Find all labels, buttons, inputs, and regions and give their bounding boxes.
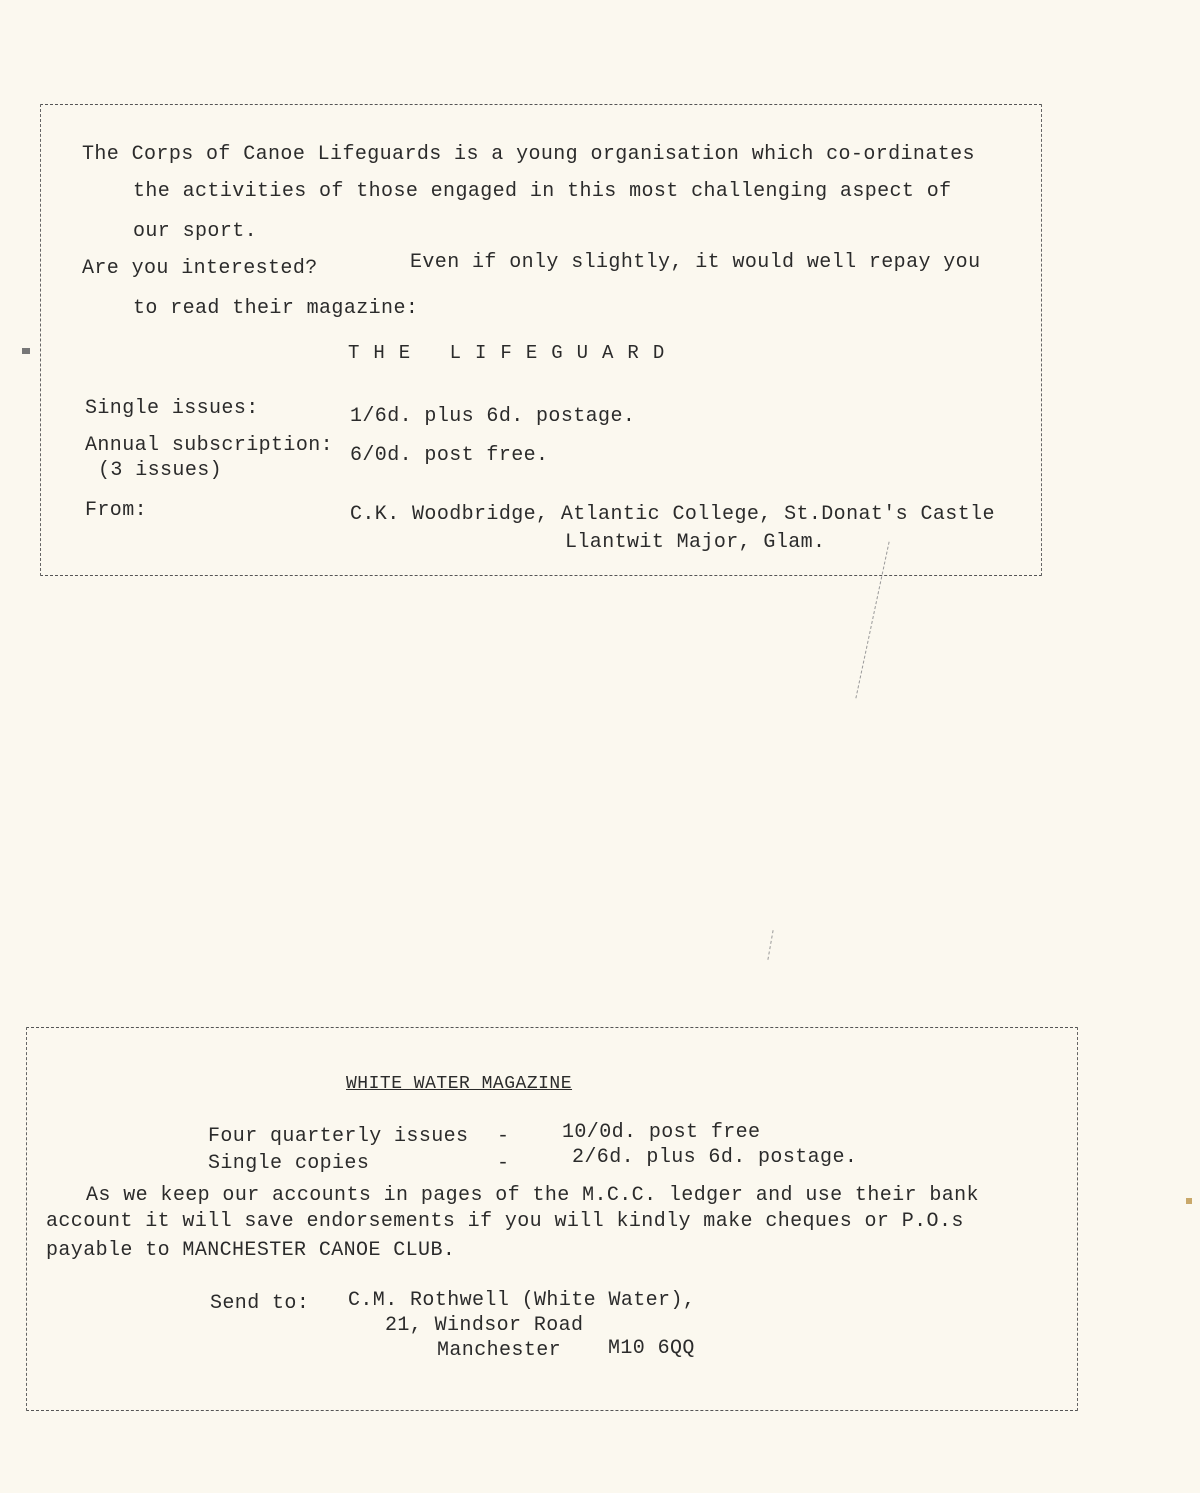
quarterly-issues-value: 10/0d. post free xyxy=(562,1121,761,1144)
white-water-title: WHITE WATER MAGAZINE xyxy=(346,1074,573,1094)
paper-speck xyxy=(1186,1198,1192,1204)
from-address-line-1: C.K. Woodbridge, Atlantic College, St.Donat's Castle xyxy=(350,503,995,526)
lifeguard-answer-line-2: to read their magazine: xyxy=(133,297,419,320)
accounts-paragraph-line-3: payable to MANCHESTER CANOE CLUB. xyxy=(46,1239,456,1262)
paper-crease xyxy=(767,930,773,960)
single-copies-value: 2/6d. plus 6d. postage. xyxy=(572,1146,858,1169)
send-to-line-2: 21, Windsor Road xyxy=(385,1314,584,1337)
lifeguard-magazine-title: THE LIFEGUARD xyxy=(348,342,679,364)
annual-subscription-value: 6/0d. post free. xyxy=(350,444,549,467)
paper-speck xyxy=(22,348,30,354)
single-issues-value: 1/6d. plus 6d. postage. xyxy=(350,405,636,428)
annual-subscription-label: Annual subscription: xyxy=(85,434,334,457)
lifeguard-question: Are you interested? xyxy=(82,257,318,280)
accounts-paragraph-line-2: account it will save endorsements if you will kindly make cheques or P.O.s xyxy=(46,1210,964,1233)
lifeguard-intro-line-2: the activities of those engaged in this most challenging aspect of xyxy=(133,180,952,203)
single-copies-label: Single copies xyxy=(208,1152,370,1175)
lifeguard-intro-line-1: The Corps of Canoe Lifeguards is a young organisation which co-ordinates xyxy=(82,143,975,166)
lifeguard-intro-line-3: our sport. xyxy=(133,220,258,243)
send-to-line-3: Manchester xyxy=(437,1339,562,1362)
send-to-line-1: C.M. Rothwell (White Water), xyxy=(348,1289,696,1312)
single-issues-label: Single issues: xyxy=(85,397,259,420)
from-address-line-2: Llantwit Major, Glam. xyxy=(565,531,826,554)
send-to-label: Send to: xyxy=(210,1292,310,1315)
quarterly-issues-label: Four quarterly issues xyxy=(208,1125,469,1148)
send-to-postcode: M10 6QQ xyxy=(608,1337,695,1360)
accounts-paragraph-line-1: As we keep our accounts in pages of the M.C.C. ledger and use their bank xyxy=(86,1184,979,1207)
single-copies-dash: - xyxy=(497,1152,510,1175)
quarterly-issues-dash: - xyxy=(497,1125,510,1148)
from-label: From: xyxy=(85,499,148,522)
lifeguard-answer-line-1: Even if only slightly, it would well repay you xyxy=(410,251,981,274)
annual-subscription-note: (3 issues) xyxy=(98,459,223,482)
